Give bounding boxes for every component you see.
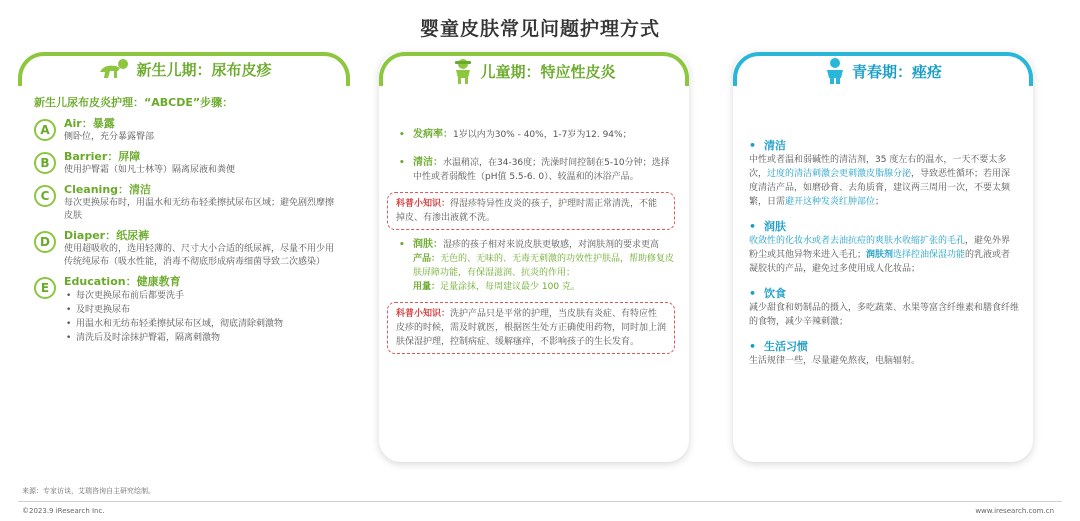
panel-body — [34, 96, 336, 350]
abcde-item-c — [34, 182, 336, 223]
section-head — [749, 339, 1019, 354]
footer-divider — [18, 501, 1062, 502]
tip-box — [387, 192, 675, 230]
item-head: Cleaning：清洁 — [64, 183, 152, 196]
source-note: 来源：专家访谈，艾瑞咨询自主研究绘制。 — [22, 487, 155, 495]
bullet-dot: • — [749, 340, 757, 353]
tip-label: 科普小知识： — [396, 199, 451, 209]
page-title: 婴童皮肤常见问题护理方式 — [419, 18, 660, 40]
text-segment: 中性或者温和弱碱性的清洁剂，35 度左右的温水，一天不要太多次， — [749, 155, 1007, 179]
panel-title: 青春期：痤疮 — [851, 62, 942, 81]
section-text — [749, 153, 1019, 209]
moisturize-section — [395, 238, 675, 294]
abcde-item-b — [34, 149, 336, 177]
item-text: 侧卧位，充分暴露臀部 — [64, 132, 155, 142]
product-text: 无色的、无味的、无毒无刺激的功效性护肤品，帮助修复皮肤屏障功能，有保湿滋润、抗炎的作用； — [413, 254, 675, 278]
bullet-dot: • — [749, 220, 757, 233]
bullet-dot: • — [399, 240, 405, 250]
list-item: • 每次更换尿布前后都要洗手 — [64, 289, 283, 303]
abcde-item-a — [34, 116, 336, 144]
incidence-label: 发病率： — [413, 129, 453, 140]
panel-header — [18, 58, 350, 80]
website-link[interactable]: www.iresearch.com.cn — [975, 507, 1054, 515]
teen-panel — [733, 52, 1033, 462]
highlight-text: 过度的清洁刺激会更刺激皮脂腺分泌 — [767, 169, 912, 179]
highlight-text: 收敛性的化妆水或者去油抗痘的爽肤水收缩扩张的毛孔 — [749, 236, 966, 246]
dosage-line — [413, 280, 675, 294]
text-segment: ，避免外界粉尘或其他异物来进入毛孔； — [749, 236, 1011, 260]
teen-lifestyle-section — [749, 339, 1019, 368]
panel-title: 新生儿期：尿布皮疹 — [136, 60, 272, 79]
abcde-item-e — [34, 274, 336, 345]
bullet-dot: • — [749, 139, 757, 152]
section-text: 生活规律一些，尽量避免熬夜，电脑辐射。 — [749, 356, 921, 366]
list-item: • 及时更换尿布 — [64, 303, 283, 317]
item-head: Diaper：纸尿裤 — [64, 229, 150, 242]
clean-text: 水温稍凉，在34-36度；洗澡时间控制在5-10分钟；选择中性或者弱酸性（pH值 5.5-6. 0）、较温和的沐浴产品。 — [413, 158, 670, 182]
item-head: Education：健康教育 — [64, 275, 181, 288]
letter-badge: D — [34, 231, 56, 253]
teen-icon — [824, 58, 846, 84]
section-head-text: 润肤 — [764, 220, 787, 233]
education-list — [64, 289, 283, 345]
bold-text: 润肤剂 — [866, 250, 894, 260]
item-text: 使用护臀霜（如凡士林等）隔离尿液和粪便 — [64, 165, 236, 175]
text-segment: ； — [875, 197, 885, 207]
section-text: 减少甜食和奶制品的摄入，多吃蔬菜、水果等富含纤维素和膳食纤维的食物，减少辛辣刺激； — [749, 303, 1020, 327]
dosage-label: 用量： — [413, 282, 441, 292]
section-head — [749, 138, 1019, 153]
highlight-text: 避开这种发炎红肿部位 — [785, 197, 876, 207]
section-head-text: 饮食 — [764, 287, 787, 300]
tip-label: 科普小知识： — [396, 309, 451, 319]
child-icon — [452, 58, 474, 84]
panel-header — [733, 58, 1033, 84]
clean-section — [395, 156, 675, 184]
product-line — [413, 252, 675, 280]
newborn-panel — [18, 52, 350, 472]
teen-clean-section — [749, 138, 1019, 209]
incidence-text: 1岁以内为30% - 40%，1-7岁为12. 94%； — [453, 130, 632, 140]
panel-body — [749, 138, 1019, 374]
panel-title: 儿童期：特应性皮炎 — [480, 62, 616, 81]
highlight-text: 选择控油保湿功能 — [893, 250, 966, 260]
crawling-baby-icon — [96, 58, 130, 80]
item-head: Air：暴露 — [64, 117, 115, 130]
section-head-text: 生活习惯 — [764, 340, 809, 353]
panel-header — [379, 58, 689, 84]
item-text: 使用超吸收的，选用轻薄的、尺寸大小合适的纸尿裤，尽量不用少用传统纯尿布（吸水性能，消毒不彻底形成病毒细菌导致二次感染） — [64, 244, 335, 267]
abcde-subtitle: 新生儿尿布皮炎护理：“ABCDE”步骤： — [34, 96, 234, 109]
text-segment: ，导致恶性循环；若用深度清洁产品，如磨砂膏、去角质膏，建议两三周用一次，不要太频繁，日需 — [749, 169, 1011, 207]
copyright: ©2023.9 iResearch Inc. — [22, 507, 105, 515]
item-head: Barrier：屏障 — [64, 150, 141, 163]
child-panel — [379, 52, 689, 462]
section-head — [749, 219, 1019, 234]
incidence-section — [395, 128, 675, 142]
bullet-dot: • — [749, 287, 757, 300]
section-text — [749, 234, 1019, 276]
letter-badge: B — [34, 152, 56, 174]
moist-text: 湿疹的孩子相对来说皮肤更敏感，对润肤剂的要求更高 — [443, 240, 660, 250]
tip-text: 得湿疹特异性皮炎的孩子，护理时需正常清洗，不能掉皮、有渗出液就不洗。 — [396, 199, 658, 223]
clean-label: 清洁： — [413, 157, 443, 168]
bullet-dot: • — [399, 130, 405, 140]
tip-text: 洗护产品只是平常的护理，当皮肤有炎症、有特应性皮疹的时候，需及时就医，根据医生处方正确使用药物，同时加上润肤保湿护理，控制病症、缓解瘙痒，不影响孩子的生长发育。 — [396, 309, 667, 347]
letter-badge: E — [34, 277, 56, 299]
letter-badge: A — [34, 119, 56, 141]
section-head — [749, 286, 1019, 301]
panel-body — [395, 128, 675, 362]
item-text: 每次更换尿布时，用温水和无纺布轻柔擦拭尿布区域；避免剧烈摩擦皮肤 — [64, 198, 335, 221]
tip-box — [387, 302, 675, 354]
dosage-text: 足量涂抹，每周建议最少 100 克。 — [440, 282, 580, 292]
section-head-text: 清洁 — [764, 139, 787, 152]
moist-label: 润肤： — [413, 239, 443, 250]
teen-moisturize-section — [749, 219, 1019, 276]
list-item: • 用温水和无纺布轻柔擦拭尿布区域，彻底清除刺激物 — [64, 317, 283, 331]
text-segment: 的乳液或者凝胶状的产品，避免过多使用成人化妆品； — [749, 250, 1011, 274]
abcde-item-d — [34, 228, 336, 269]
list-item: • 清洗后及时涂抹护臀霜，隔离刺激物 — [64, 331, 283, 345]
product-label: 产品： — [413, 254, 441, 264]
teen-diet-section — [749, 286, 1019, 329]
letter-badge: C — [34, 185, 56, 207]
bullet-dot: • — [399, 158, 405, 168]
